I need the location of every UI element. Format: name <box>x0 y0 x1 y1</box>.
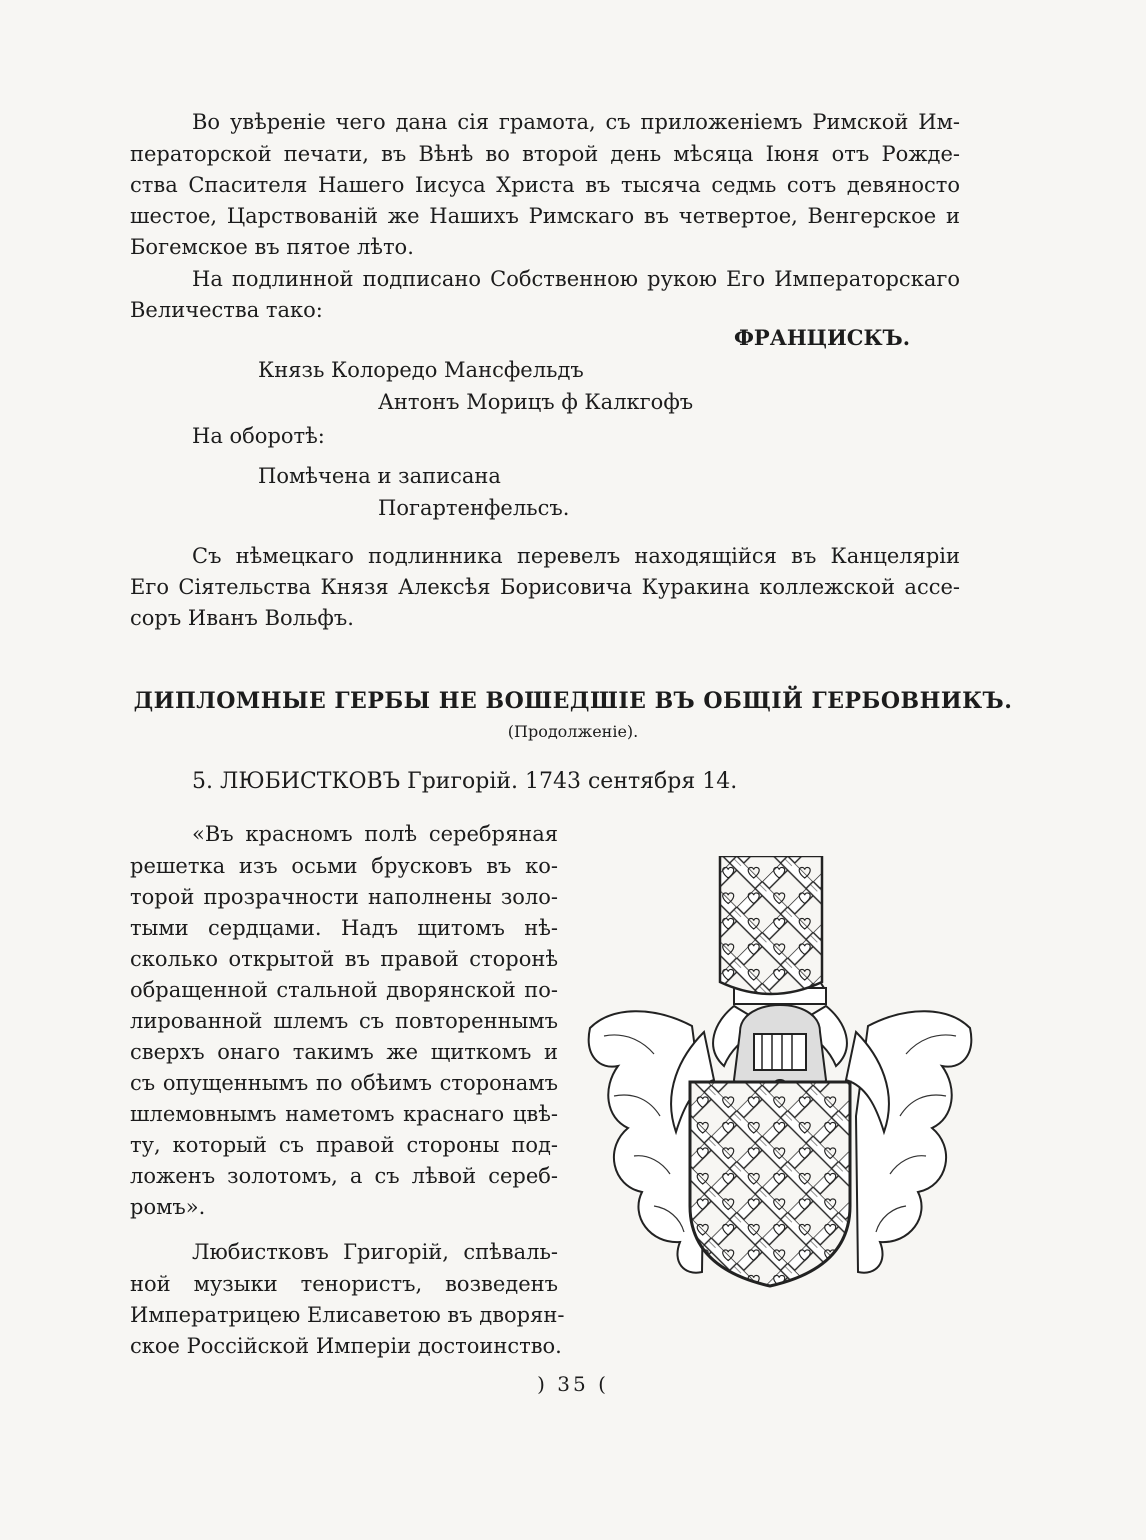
section-heading: ДИПЛОМНЫЕ ГЕРБЫ НЕ ВОШЕДШІЕ ВЪ ОБЩІЙ ГЕРБОВНИКЪ. <box>133 688 1013 714</box>
signature-line: Князь Колоредо Мансфельдъ <box>258 358 584 382</box>
desc-line: лированной шлемъ съ повтореннымъ <box>130 1009 558 1033</box>
reverse-label: На оборотѣ: <box>192 424 325 448</box>
text-line: Богемское въ пятое лѣто. <box>130 235 414 259</box>
bio-line: ной музыки тенористъ, возведенъ <box>130 1272 558 1296</box>
section-subheading: (Продолженіе). <box>507 722 639 741</box>
text-line: Съ нѣмецкаго подлинника перевелъ находящійся въ Канцеляріи <box>192 544 960 568</box>
desc-line: тыми сердцами. Надъ щитомъ нѣ- <box>130 916 558 940</box>
page-number: ) 35 ( <box>537 1372 609 1396</box>
bio-line: Любистковъ Григорій, спѣваль- <box>192 1240 558 1264</box>
bio-line: Императрицею Елисаветою въ дворян- <box>130 1303 565 1327</box>
signature-emperor: ФРАНЦИСКЪ. <box>734 325 911 350</box>
desc-line: сколько открытой въ правой сторонѣ <box>130 947 558 971</box>
desc-line: ложенъ золотомъ, а съ лѣвой сереб- <box>130 1164 558 1188</box>
coat-of-arms-image <box>584 856 976 1296</box>
desc-line: ромъ». <box>130 1195 206 1219</box>
text-line: ператорской печати, въ Вѣнѣ во второй день мѣсяца Іюня отъ Рожде- <box>130 142 960 166</box>
desc-line: съ опущеннымъ по обѣимъ сторонамъ <box>130 1071 558 1095</box>
text-line: соръ Иванъ Вольфъ. <box>130 606 354 630</box>
desc-line: торой прозрачности наполнены золо- <box>130 885 558 909</box>
desc-line: «Въ красномъ полѣ серебряная <box>192 822 558 846</box>
entry-title: 5. ЛЮБИСТКОВЪ Григорій. 1743 сентября 14. <box>192 769 738 794</box>
desc-line: решетка изъ осьми брусковъ въ ко- <box>130 854 558 878</box>
registry-line: Погартенфельсъ. <box>378 496 570 520</box>
desc-line: сверхъ онаго такимъ же щиткомъ и <box>130 1040 558 1064</box>
signature-line: Антонъ Морицъ ф Калкгофъ <box>378 390 694 414</box>
text-line: шестое, Царствованій же Нашихъ Римскаго въ четвертое, Венгерское и <box>130 204 960 228</box>
text-line: Величества тако: <box>130 298 323 322</box>
text-line: Его Сіятельства Князя Алексѣя Борисовича Куракина коллежской ассе- <box>130 575 960 599</box>
desc-line: обращенной стальной дворянской по- <box>130 978 558 1002</box>
registry-line: Помѣчена и записана <box>258 464 501 488</box>
text-line: ства Спасителя Нашего Іисуса Христа въ тысяча седмь сотъ девяносто <box>130 173 960 197</box>
desc-line: ту, который съ правой стороны под- <box>130 1133 558 1157</box>
text-line: На подлинной подписано Собственною рукою Его Императорскаго <box>192 267 960 291</box>
text-line: Во увѣреніе чего дана сія грамота, съ приложеніемъ Римской Им- <box>192 110 960 134</box>
desc-line: шлемовнымъ наметомъ краснаго цвѣ- <box>130 1102 558 1126</box>
bio-line: ское Россійской Имперіи достоинство. <box>130 1334 562 1358</box>
